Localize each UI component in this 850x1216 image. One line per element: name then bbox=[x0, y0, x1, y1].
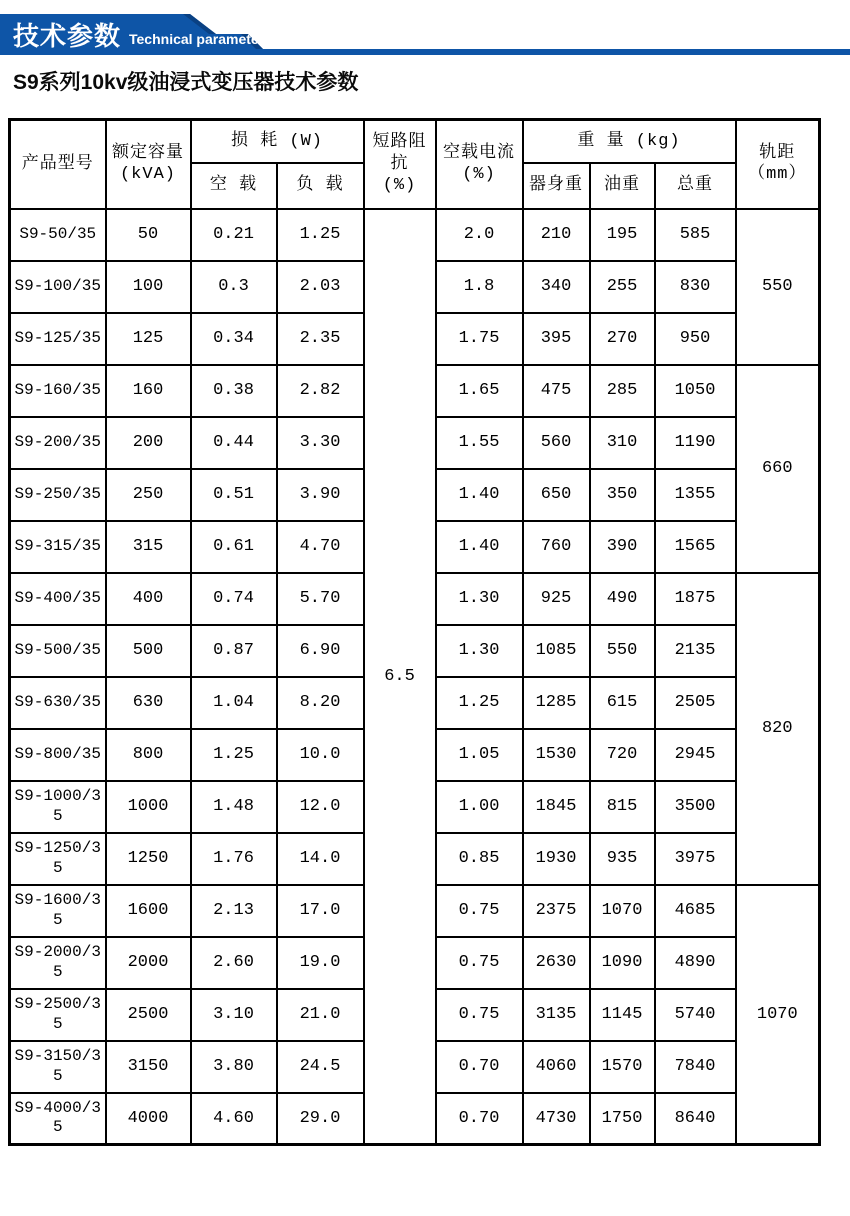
cell-body-weight: 475 bbox=[523, 365, 590, 417]
cell-load-loss: 3.30 bbox=[277, 417, 364, 469]
cell-body-weight: 1085 bbox=[523, 625, 590, 677]
cell-no-load-current: 0.75 bbox=[436, 937, 523, 989]
cell-oil-weight: 550 bbox=[590, 625, 655, 677]
cell-total-weight: 3975 bbox=[655, 833, 736, 885]
cell-total-weight: 4685 bbox=[655, 885, 736, 937]
cell-load-loss: 5.70 bbox=[277, 573, 364, 625]
cell-model: S9-800/35 bbox=[10, 729, 106, 781]
header-weight-group: 重 量 (kg) bbox=[523, 120, 736, 163]
cell-load-loss: 2.82 bbox=[277, 365, 364, 417]
cell-load-loss: 24.5 bbox=[277, 1041, 364, 1093]
cell-oil-weight: 390 bbox=[590, 521, 655, 573]
header-impedance: 短路阻 抗 (%) bbox=[364, 120, 436, 209]
header-loss-group: 损 耗 (W) bbox=[191, 120, 364, 163]
cell-model: S9-2500/35 bbox=[10, 989, 106, 1041]
cell-load-loss: 17.0 bbox=[277, 885, 364, 937]
cell-capacity: 100 bbox=[106, 261, 191, 313]
cell-body-weight: 2630 bbox=[523, 937, 590, 989]
cell-load-loss: 12.0 bbox=[277, 781, 364, 833]
cell-oil-weight: 1570 bbox=[590, 1041, 655, 1093]
header-rated-capacity: 额定容量 (kVA) bbox=[106, 120, 191, 209]
cell-total-weight: 2945 bbox=[655, 729, 736, 781]
cell-body-weight: 1930 bbox=[523, 833, 590, 885]
cell-gauge: 820 bbox=[736, 573, 820, 885]
page-title: S9系列10kv级油浸式变压器技术参数 bbox=[13, 71, 359, 94]
cell-no-load-current: 1.30 bbox=[436, 625, 523, 677]
cell-oil-weight: 1750 bbox=[590, 1093, 655, 1145]
cell-oil-weight: 935 bbox=[590, 833, 655, 885]
cell-gauge: 660 bbox=[736, 365, 820, 573]
cell-oil-weight: 490 bbox=[590, 573, 655, 625]
cell-body-weight: 340 bbox=[523, 261, 590, 313]
header-on-load-loss: 负 载 bbox=[277, 163, 364, 209]
cell-no-load-loss: 0.34 bbox=[191, 313, 277, 365]
cell-no-load-loss: 3.80 bbox=[191, 1041, 277, 1093]
cell-no-load-current: 0.70 bbox=[436, 1041, 523, 1093]
cell-load-loss: 4.70 bbox=[277, 521, 364, 573]
cell-model: S9-500/35 bbox=[10, 625, 106, 677]
cell-model: S9-160/35 bbox=[10, 365, 106, 417]
cell-oil-weight: 1070 bbox=[590, 885, 655, 937]
cell-load-loss: 1.25 bbox=[277, 209, 364, 261]
cell-total-weight: 2135 bbox=[655, 625, 736, 677]
header-no-load-current: 空载电流 (%) bbox=[436, 120, 523, 209]
cell-capacity: 250 bbox=[106, 469, 191, 521]
cell-body-weight: 1285 bbox=[523, 677, 590, 729]
cell-model: S9-3150/35 bbox=[10, 1041, 106, 1093]
cell-no-load-current: 1.55 bbox=[436, 417, 523, 469]
cell-body-weight: 560 bbox=[523, 417, 590, 469]
cell-total-weight: 3500 bbox=[655, 781, 736, 833]
cell-model: S9-1250/35 bbox=[10, 833, 106, 885]
cell-load-loss: 10.0 bbox=[277, 729, 364, 781]
cell-capacity: 800 bbox=[106, 729, 191, 781]
cell-no-load-loss: 2.60 bbox=[191, 937, 277, 989]
cell-no-load-current: 0.70 bbox=[436, 1093, 523, 1145]
cell-oil-weight: 815 bbox=[590, 781, 655, 833]
table-row bbox=[10, 209, 820, 261]
cell-capacity: 160 bbox=[106, 365, 191, 417]
cell-model: S9-1000/35 bbox=[10, 781, 106, 833]
cell-load-loss: 2.03 bbox=[277, 261, 364, 313]
cell-impedance: 6.5 bbox=[364, 209, 436, 1145]
cell-capacity: 315 bbox=[106, 521, 191, 573]
cell-model: S9-100/35 bbox=[10, 261, 106, 313]
cell-body-weight: 1845 bbox=[523, 781, 590, 833]
cell-oil-weight: 1145 bbox=[590, 989, 655, 1041]
cell-body-weight: 1530 bbox=[523, 729, 590, 781]
cell-capacity: 200 bbox=[106, 417, 191, 469]
banner-subtitle: Technical parameter bbox=[129, 31, 265, 47]
cell-model: S9-125/35 bbox=[10, 313, 106, 365]
cell-total-weight: 950 bbox=[655, 313, 736, 365]
cell-model: S9-400/35 bbox=[10, 573, 106, 625]
cell-no-load-loss: 0.44 bbox=[191, 417, 277, 469]
cell-oil-weight: 350 bbox=[590, 469, 655, 521]
cell-capacity: 2500 bbox=[106, 989, 191, 1041]
cell-capacity: 400 bbox=[106, 573, 191, 625]
cell-capacity: 630 bbox=[106, 677, 191, 729]
cell-total-weight: 1875 bbox=[655, 573, 736, 625]
cell-no-load-current: 1.00 bbox=[436, 781, 523, 833]
cell-total-weight: 7840 bbox=[655, 1041, 736, 1093]
cell-capacity: 3150 bbox=[106, 1041, 191, 1093]
cell-no-load-current: 0.85 bbox=[436, 833, 523, 885]
cell-load-loss: 6.90 bbox=[277, 625, 364, 677]
cell-body-weight: 2375 bbox=[523, 885, 590, 937]
cell-oil-weight: 310 bbox=[590, 417, 655, 469]
header-body-weight: 器身重 bbox=[523, 163, 590, 209]
cell-capacity: 2000 bbox=[106, 937, 191, 989]
cell-no-load-current: 1.25 bbox=[436, 677, 523, 729]
cell-no-load-loss: 0.21 bbox=[191, 209, 277, 261]
cell-load-loss: 3.90 bbox=[277, 469, 364, 521]
cell-body-weight: 650 bbox=[523, 469, 590, 521]
cell-no-load-current: 2.0 bbox=[436, 209, 523, 261]
cell-oil-weight: 270 bbox=[590, 313, 655, 365]
cell-no-load-loss: 1.48 bbox=[191, 781, 277, 833]
cell-model: S9-4000/35 bbox=[10, 1093, 106, 1145]
cell-no-load-loss: 0.38 bbox=[191, 365, 277, 417]
cell-total-weight: 830 bbox=[655, 261, 736, 313]
cell-capacity: 50 bbox=[106, 209, 191, 261]
cell-total-weight: 5740 bbox=[655, 989, 736, 1041]
cell-load-loss: 29.0 bbox=[277, 1093, 364, 1145]
cell-no-load-loss: 0.61 bbox=[191, 521, 277, 573]
cell-load-loss: 19.0 bbox=[277, 937, 364, 989]
section-banner bbox=[0, 0, 850, 60]
cell-model: S9-200/35 bbox=[10, 417, 106, 469]
cell-total-weight: 8640 bbox=[655, 1093, 736, 1145]
cell-no-load-current: 0.75 bbox=[436, 885, 523, 937]
cell-total-weight: 1050 bbox=[655, 365, 736, 417]
cell-total-weight: 2505 bbox=[655, 677, 736, 729]
cell-model: S9-50/35 bbox=[10, 209, 106, 261]
cell-no-load-current: 1.30 bbox=[436, 573, 523, 625]
cell-no-load-current: 1.05 bbox=[436, 729, 523, 781]
cell-body-weight: 925 bbox=[523, 573, 590, 625]
cell-oil-weight: 720 bbox=[590, 729, 655, 781]
cell-oil-weight: 1090 bbox=[590, 937, 655, 989]
cell-no-load-current: 1.40 bbox=[436, 469, 523, 521]
cell-total-weight: 1355 bbox=[655, 469, 736, 521]
header-oil-weight: 油重 bbox=[590, 163, 655, 209]
cell-capacity: 500 bbox=[106, 625, 191, 677]
cell-no-load-current: 1.40 bbox=[436, 521, 523, 573]
cell-load-loss: 8.20 bbox=[277, 677, 364, 729]
cell-capacity: 125 bbox=[106, 313, 191, 365]
cell-gauge: 1070 bbox=[736, 885, 820, 1145]
cell-total-weight: 1190 bbox=[655, 417, 736, 469]
header-no-load-loss: 空 载 bbox=[191, 163, 277, 209]
header-total-weight: 总重 bbox=[655, 163, 736, 209]
cell-gauge: 550 bbox=[736, 209, 820, 365]
cell-total-weight: 4890 bbox=[655, 937, 736, 989]
cell-body-weight: 3135 bbox=[523, 989, 590, 1041]
cell-capacity: 1250 bbox=[106, 833, 191, 885]
cell-total-weight: 1565 bbox=[655, 521, 736, 573]
cell-no-load-loss: 1.76 bbox=[191, 833, 277, 885]
cell-model: S9-250/35 bbox=[10, 469, 106, 521]
table-body bbox=[10, 209, 820, 1145]
cell-body-weight: 4730 bbox=[523, 1093, 590, 1145]
cell-total-weight: 585 bbox=[655, 209, 736, 261]
cell-no-load-current: 1.65 bbox=[436, 365, 523, 417]
cell-no-load-loss: 3.10 bbox=[191, 989, 277, 1041]
cell-model: S9-2000/35 bbox=[10, 937, 106, 989]
header-product-model: 产品型号 bbox=[10, 120, 106, 209]
cell-capacity: 4000 bbox=[106, 1093, 191, 1145]
cell-no-load-loss: 1.04 bbox=[191, 677, 277, 729]
cell-load-loss: 2.35 bbox=[277, 313, 364, 365]
cell-oil-weight: 195 bbox=[590, 209, 655, 261]
cell-no-load-loss: 0.51 bbox=[191, 469, 277, 521]
banner-title: 技术参数 bbox=[13, 21, 122, 51]
cell-model: S9-630/35 bbox=[10, 677, 106, 729]
cell-no-load-loss: 2.13 bbox=[191, 885, 277, 937]
cell-load-loss: 14.0 bbox=[277, 833, 364, 885]
cell-body-weight: 210 bbox=[523, 209, 590, 261]
cell-no-load-loss: 4.60 bbox=[191, 1093, 277, 1145]
cell-capacity: 1000 bbox=[106, 781, 191, 833]
cell-load-loss: 21.0 bbox=[277, 989, 364, 1041]
cell-model: S9-1600/35 bbox=[10, 885, 106, 937]
header-gauge: 轨距 （mm） bbox=[736, 120, 820, 209]
cell-oil-weight: 255 bbox=[590, 261, 655, 313]
cell-no-load-loss: 0.87 bbox=[191, 625, 277, 677]
cell-model: S9-315/35 bbox=[10, 521, 106, 573]
parameters-table bbox=[8, 118, 821, 1146]
cell-no-load-loss: 0.74 bbox=[191, 573, 277, 625]
cell-no-load-current: 1.8 bbox=[436, 261, 523, 313]
cell-body-weight: 4060 bbox=[523, 1041, 590, 1093]
cell-no-load-loss: 0.3 bbox=[191, 261, 277, 313]
cell-body-weight: 760 bbox=[523, 521, 590, 573]
cell-capacity: 1600 bbox=[106, 885, 191, 937]
table-header bbox=[10, 120, 820, 209]
cell-no-load-current: 0.75 bbox=[436, 989, 523, 1041]
cell-body-weight: 395 bbox=[523, 313, 590, 365]
cell-oil-weight: 615 bbox=[590, 677, 655, 729]
cell-no-load-current: 1.75 bbox=[436, 313, 523, 365]
cell-no-load-loss: 1.25 bbox=[191, 729, 277, 781]
cell-oil-weight: 285 bbox=[590, 365, 655, 417]
